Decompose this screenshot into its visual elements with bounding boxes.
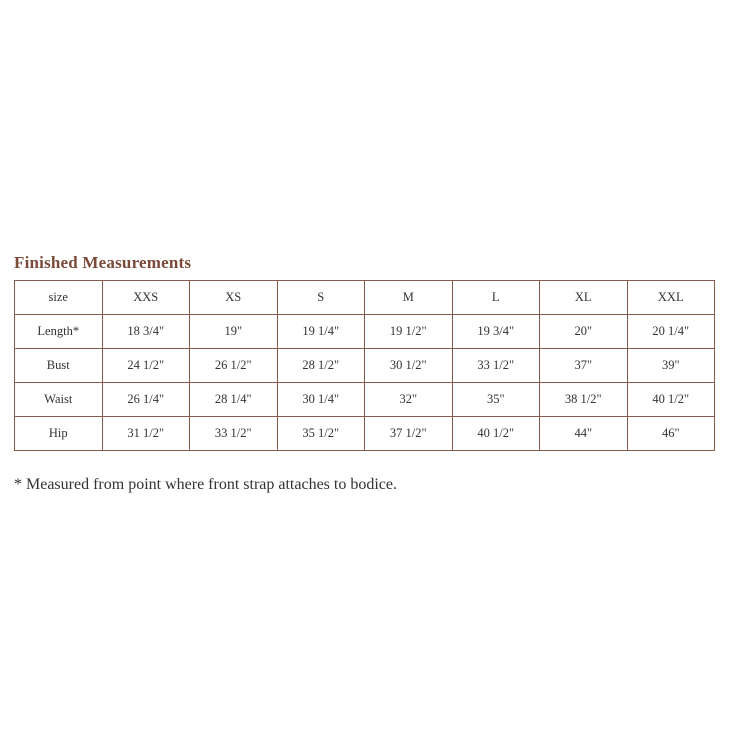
table-row bbox=[15, 349, 715, 383]
table-cell: 40 1/2" bbox=[627, 383, 715, 417]
row-label-cell: Bust bbox=[15, 349, 103, 383]
header-cell: XS bbox=[190, 281, 278, 315]
table-row bbox=[15, 315, 715, 349]
table-cell: 39" bbox=[627, 349, 715, 383]
table-header-row bbox=[15, 281, 715, 315]
header-cell: L bbox=[452, 281, 540, 315]
table-cell: 46" bbox=[627, 417, 715, 451]
table-cell: 26 1/2" bbox=[190, 349, 278, 383]
table-cell: 30 1/2" bbox=[365, 349, 453, 383]
table-cell: 19" bbox=[190, 315, 278, 349]
table-cell: 33 1/2" bbox=[452, 349, 540, 383]
table-cell: 40 1/2" bbox=[452, 417, 540, 451]
section-title: Finished Measurements bbox=[14, 253, 192, 272]
table-cell: 24 1/2" bbox=[102, 349, 190, 383]
table-cell: 33 1/2" bbox=[190, 417, 278, 451]
table-cell: 31 1/2" bbox=[102, 417, 190, 451]
measurements-table bbox=[14, 280, 715, 451]
table-row bbox=[15, 417, 715, 451]
row-label-cell: Waist bbox=[15, 383, 103, 417]
table-cell: 35 1/2" bbox=[277, 417, 365, 451]
table-cell: 35" bbox=[452, 383, 540, 417]
table-cell: 44" bbox=[540, 417, 628, 451]
table-cell: 19 1/4" bbox=[277, 315, 365, 349]
table-cell: 38 1/2" bbox=[540, 383, 628, 417]
table-cell: 37 1/2" bbox=[365, 417, 453, 451]
header-cell: XXL bbox=[627, 281, 715, 315]
table-cell: 19 3/4" bbox=[452, 315, 540, 349]
table-cell: 28 1/2" bbox=[277, 349, 365, 383]
row-label-cell: Hip bbox=[15, 417, 103, 451]
table-cell: 32" bbox=[365, 383, 453, 417]
table-cell: 26 1/4" bbox=[102, 383, 190, 417]
table-cell: 20 1/4" bbox=[627, 315, 715, 349]
header-cell: XXS bbox=[102, 281, 190, 315]
table-cell: 18 3/4" bbox=[102, 315, 190, 349]
table-cell: 19 1/2" bbox=[365, 315, 453, 349]
header-cell: S bbox=[277, 281, 365, 315]
table-row bbox=[15, 383, 715, 417]
table-cell: 28 1/4" bbox=[190, 383, 278, 417]
header-cell: M bbox=[365, 281, 453, 315]
header-cell: XL bbox=[540, 281, 628, 315]
row-label-cell: Length* bbox=[15, 315, 103, 349]
table-cell: 37" bbox=[540, 349, 628, 383]
table-cell: 30 1/4" bbox=[277, 383, 365, 417]
footnote: * Measured from point where front strap attaches to bodice. bbox=[14, 476, 397, 493]
table-cell: 20" bbox=[540, 315, 628, 349]
header-cell: size bbox=[15, 281, 103, 315]
